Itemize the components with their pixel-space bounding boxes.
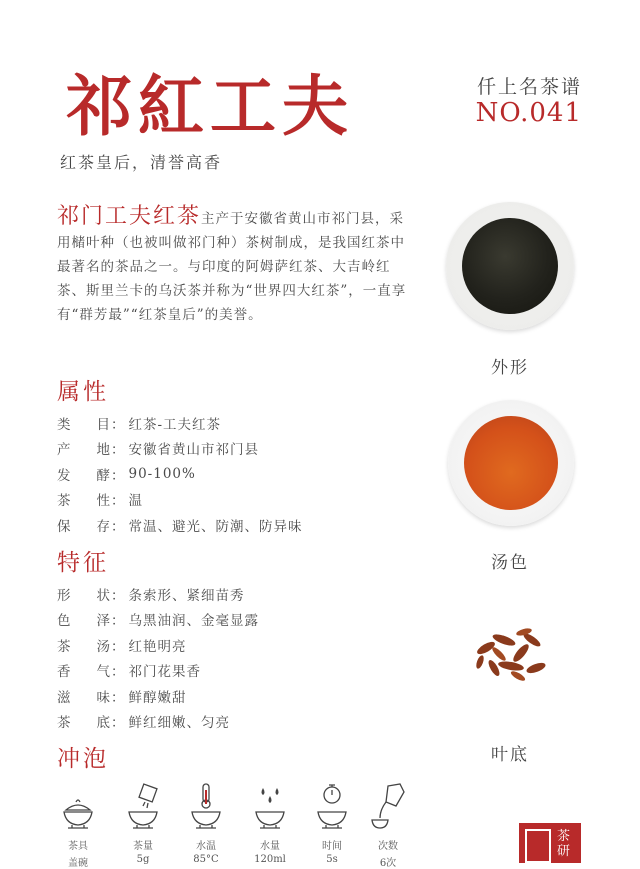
series-number: NO.041 [475, 98, 582, 128]
brew-value: 6次 [379, 858, 397, 869]
feature-value: 鲜醇嫩甜 [128, 689, 187, 706]
attr-value: 安徽省黄山市祁门县 [128, 442, 259, 459]
feature-value: 条索形、紧细苗秀 [128, 587, 245, 604]
brew-label: 时间 [322, 841, 342, 852]
list-item: 形状 ： 条索形、紧细苗秀 [57, 581, 417, 607]
list-item: 发酵 ： 90-100% [57, 465, 196, 484]
list-item: 茶底 ： 鲜红细嫩、匀亮 [57, 709, 417, 735]
brew-step [368, 780, 408, 869]
feature-key: 形状 [57, 587, 111, 604]
liquor-photo [448, 400, 574, 526]
feature-key: 色泽 [57, 613, 111, 630]
attr-key: 产地 [57, 442, 111, 459]
timer-icon [312, 780, 352, 835]
brewing-heading: 冲泡 [57, 746, 109, 772]
brew-label: 次数 [378, 841, 398, 852]
seal-logo-icon [525, 829, 551, 863]
attr-value: 温 [128, 493, 143, 510]
attributes-heading: 属性 [57, 379, 109, 405]
features-list [57, 581, 417, 734]
attr-value: 常温、避光、防潮、防异味 [128, 518, 303, 535]
dry-leaf-label: 外形 [491, 358, 529, 378]
features-heading: 特征 [57, 550, 109, 576]
brew-label: 茶量 [133, 841, 153, 852]
dry-leaf-photo [446, 202, 574, 330]
thermometer-icon [186, 780, 226, 835]
list-item: 香气 ： 祁门花果香 [57, 658, 417, 684]
attributes-list [57, 410, 417, 538]
pour-icon [368, 780, 408, 835]
list-item: 色泽 ： 乌黑油润、金毫显露 [57, 607, 417, 633]
attr-key: 发酵 [57, 467, 111, 484]
brew-step [186, 780, 226, 865]
brew-step [250, 780, 290, 865]
intro-text: 主产于安徽省黄山市祁门县，采用槠叶种（也被叫做祁门种）茶树制成，是我国红茶中最著名的茶品之一。与印度的阿姆萨红茶、大吉岭红茶、斯里兰卡的乌沃茶并称为“世界四大红茶”，一直享有“群芳最”“红茶皇后”的美誉。 [57, 211, 407, 323]
page-subtitle: 红茶皇后，清誉高香 [60, 153, 223, 172]
feature-value: 乌黑油润、金毫显露 [128, 613, 259, 630]
feature-key: 滋味 [57, 689, 111, 706]
list-item: 类目 ： 红茶-工夫红茶 [57, 410, 417, 436]
wet-leaf-photo [466, 618, 556, 688]
attr-key: 保存 [57, 518, 111, 535]
feature-key: 茶汤 [57, 638, 111, 655]
brew-label: 水温 [196, 841, 216, 852]
list-item: 产地 ： 安徽省黄山市祁门县 [57, 436, 417, 462]
brew-label: 茶具 [68, 841, 88, 852]
brew-value: 盖碗 [68, 858, 88, 869]
water-drop-icon [250, 780, 290, 835]
seal-text: 茶研 [557, 829, 571, 859]
brew-value: 120ml [254, 854, 286, 865]
brewing-steps [50, 780, 430, 869]
liquor-label: 汤色 [491, 553, 529, 573]
feature-key: 香气 [57, 664, 111, 681]
brew-value: 5s [326, 854, 338, 865]
series-name: 仟上名茶谱 [476, 76, 582, 98]
list-item: 滋味 ： 鲜醇嫩甜 [57, 683, 417, 709]
list-item: 茶性 ： 温 [57, 487, 417, 513]
intro-lead: 祁门工夫红茶 [57, 204, 202, 229]
feature-key: 茶底 [57, 715, 111, 732]
tea-amount-icon [123, 780, 163, 835]
brew-value: 5g [136, 854, 150, 865]
feature-value: 红艳明亮 [128, 638, 187, 655]
intro-paragraph [57, 205, 412, 327]
brew-step [58, 780, 98, 869]
page-title: 祁紅工夫 [66, 67, 354, 145]
wet-leaf-label: 叶底 [491, 745, 529, 765]
attr-value: 红茶-工夫红茶 [128, 416, 222, 433]
brew-step [123, 780, 163, 865]
list-item: 保存 ： 常温、避光、防潮、防异味 [57, 512, 417, 538]
feature-value: 祁门花果香 [128, 664, 201, 681]
brew-value: 85°C [193, 854, 219, 865]
brand-seal [519, 823, 581, 863]
list-item: 茶汤 ： 红艳明亮 [57, 632, 417, 658]
attr-key: 类目 [57, 416, 111, 433]
brew-label: 水量 [260, 841, 280, 852]
gaiwan-icon [58, 780, 98, 835]
feature-value: 鲜红细嫩、匀亮 [128, 715, 230, 732]
brew-step [312, 780, 352, 865]
attr-value: 90-100% [128, 465, 196, 482]
attr-key: 茶性 [57, 493, 111, 510]
